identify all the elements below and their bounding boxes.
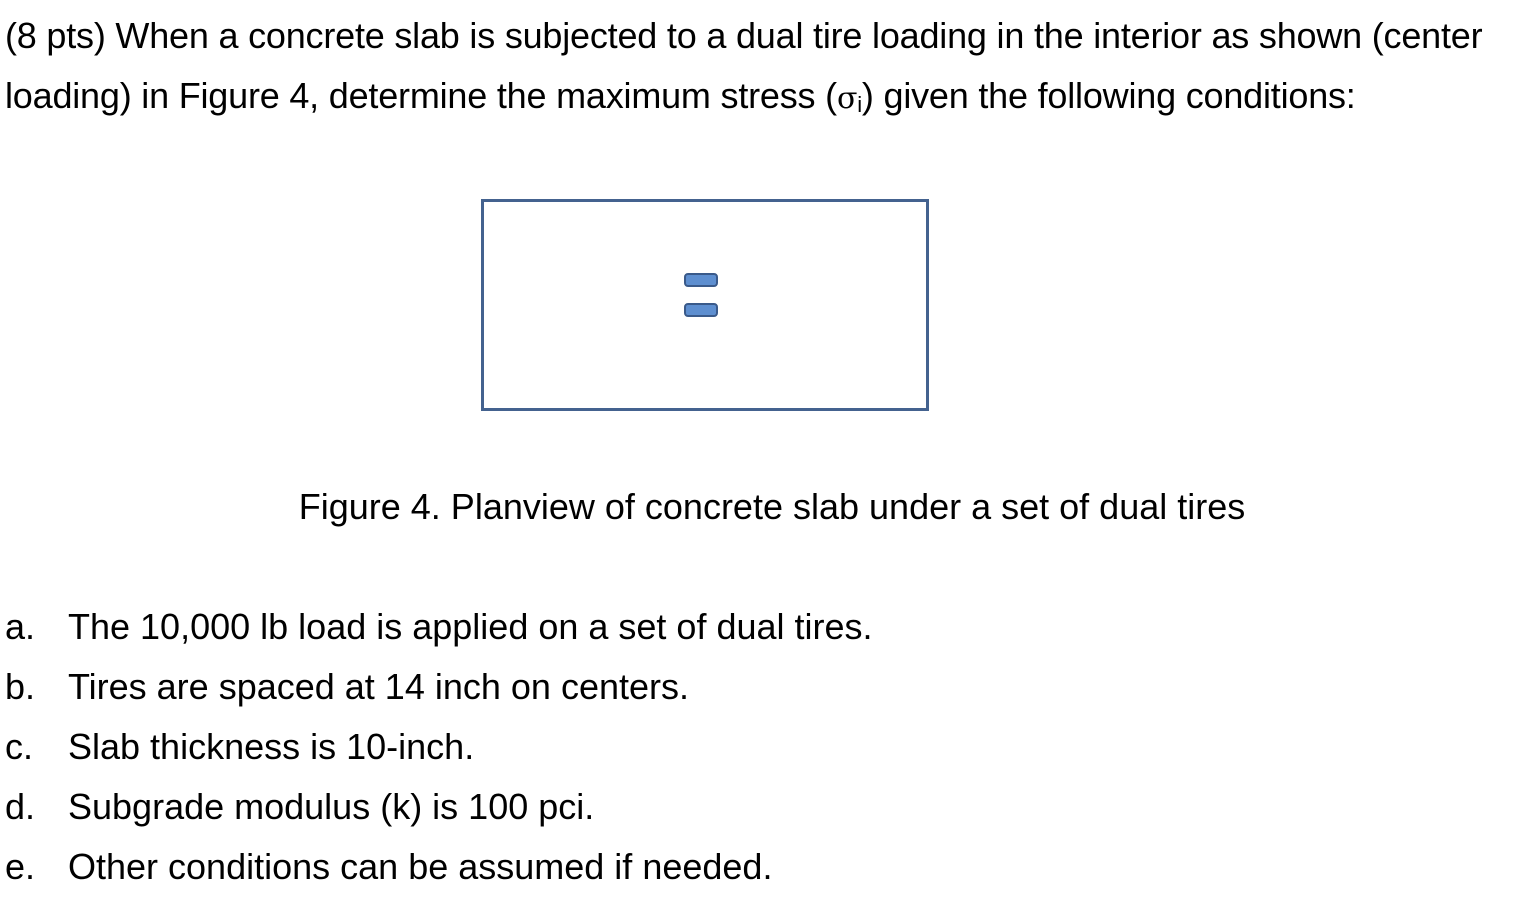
concrete-slab-planview <box>481 199 929 411</box>
condition-item <box>5 717 873 777</box>
condition-item <box>5 837 873 897</box>
condition-text: Slab thickness is 10-inch. <box>68 726 475 767</box>
condition-item <box>5 657 873 717</box>
dual-tire-2 <box>684 303 718 317</box>
dual-tire-1 <box>684 273 718 287</box>
condition-text: The 10,000 lb load is applied on a set of dual tires. <box>68 606 873 647</box>
condition-item <box>5 597 873 657</box>
condition-marker: c. <box>5 726 34 767</box>
condition-marker: a. <box>5 606 36 647</box>
condition-text: Subgrade modulus (k) is 100 pci. <box>68 786 595 827</box>
sigma-symbol: σ <box>836 81 858 116</box>
condition-text: Tires are spaced at 14 inch on centers. <box>68 666 689 707</box>
sigma-subscript: i <box>857 92 862 117</box>
condition-marker: d. <box>5 786 36 827</box>
condition-marker: b. <box>5 666 36 707</box>
condition-marker: e. <box>5 846 36 887</box>
conditions-list <box>5 597 873 897</box>
condition-text: Other conditions can be assumed if needed. <box>68 846 773 887</box>
problem-statement-tail: ) given the following conditions: <box>861 75 1356 116</box>
problem-statement-text: (8 pts) When a concrete slab is subjected to a dual tire loading in the interior as shown (center loading) in Figure 4, determine the maximum stress ( <box>5 15 1483 116</box>
figure-caption: Figure 4. Planview of concrete slab under a set of dual tires <box>298 486 1246 527</box>
condition-item <box>5 777 873 837</box>
problem-statement <box>5 6 1510 135</box>
